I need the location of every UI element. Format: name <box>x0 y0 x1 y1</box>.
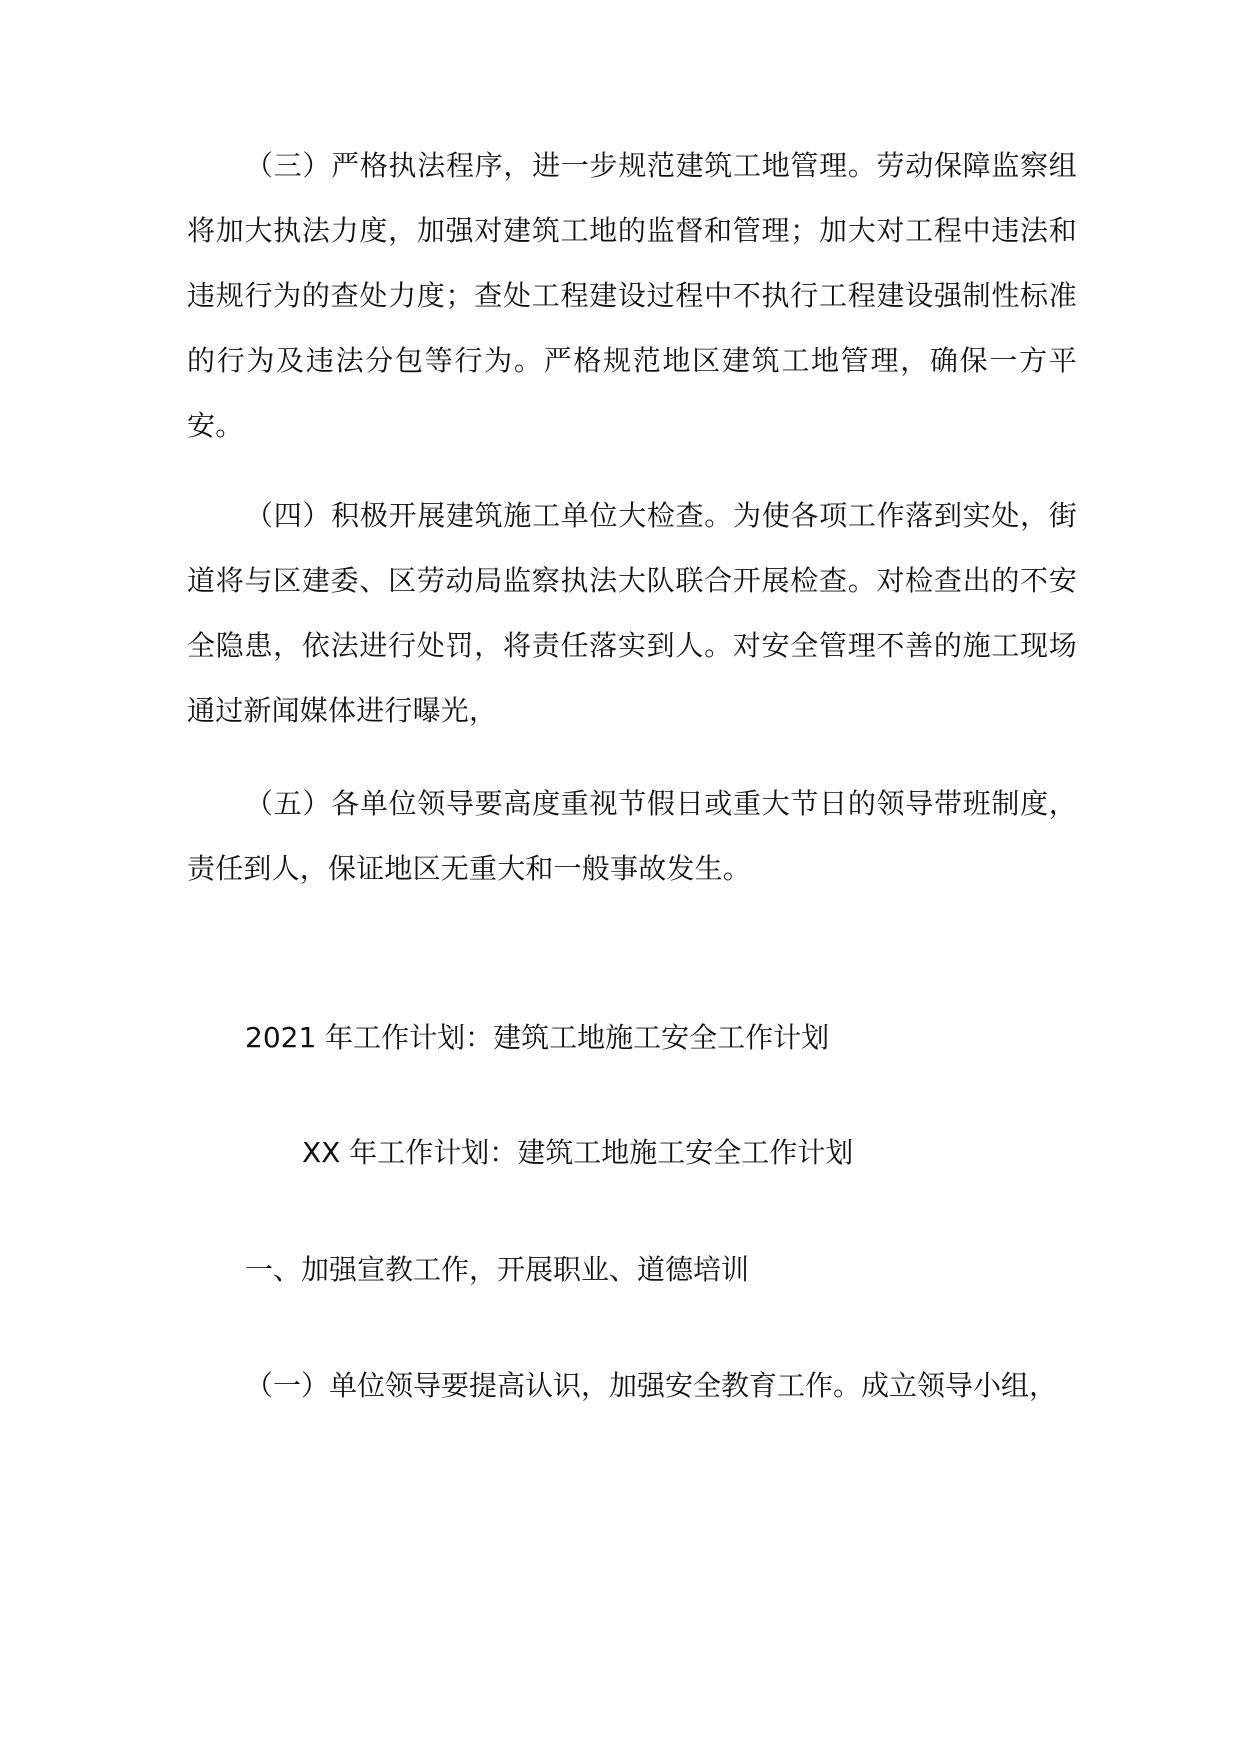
item-leadership-awareness: （一）单位领导要提高认识，加强安全教育工作。成立领导小组， <box>245 1369 1058 1402</box>
paragraph-holiday-leadership: （五）各单位领导要高度重视节假日或重大节日的领导带班制度，责任到人，保证地区无重大和一般事故发生。 <box>187 787 1077 885</box>
paragraph-construction-inspection: （四）积极开展建筑施工单位大检查。为使各项工作落到实处，街道将与区建委、区劳动局监察执法大队联合开展检查。对检查出的不安全隐患，依法进行处罚，将责任落实到人。对安全管理不善的施工现场通过新闻媒体进行曝光， <box>187 499 1077 727</box>
section-heading-training: 一、加强宣教工作，开展职业、道德培训 <box>245 1253 750 1286</box>
paragraph-enforcement-procedures: （三）严格执法程序，进一步规范建筑工地管理。劳动保障监察组将加大执法力度，加强对建筑工地的监督和管理；加大对工程中违法和违规行为的查处力度；查处工程建设过程中不执行工程建设强制性标准的行为及违法分包等行为。严格规范地区建筑工地管理，确保一方平安。 <box>187 149 1077 442</box>
heading-2021-work-plan: 2021 年工作计划：建筑工地施工安全工作计划 <box>245 1021 830 1054</box>
heading-xx-work-plan: XX 年工作计划：建筑工地施工安全工作计划 <box>302 1136 854 1169</box>
